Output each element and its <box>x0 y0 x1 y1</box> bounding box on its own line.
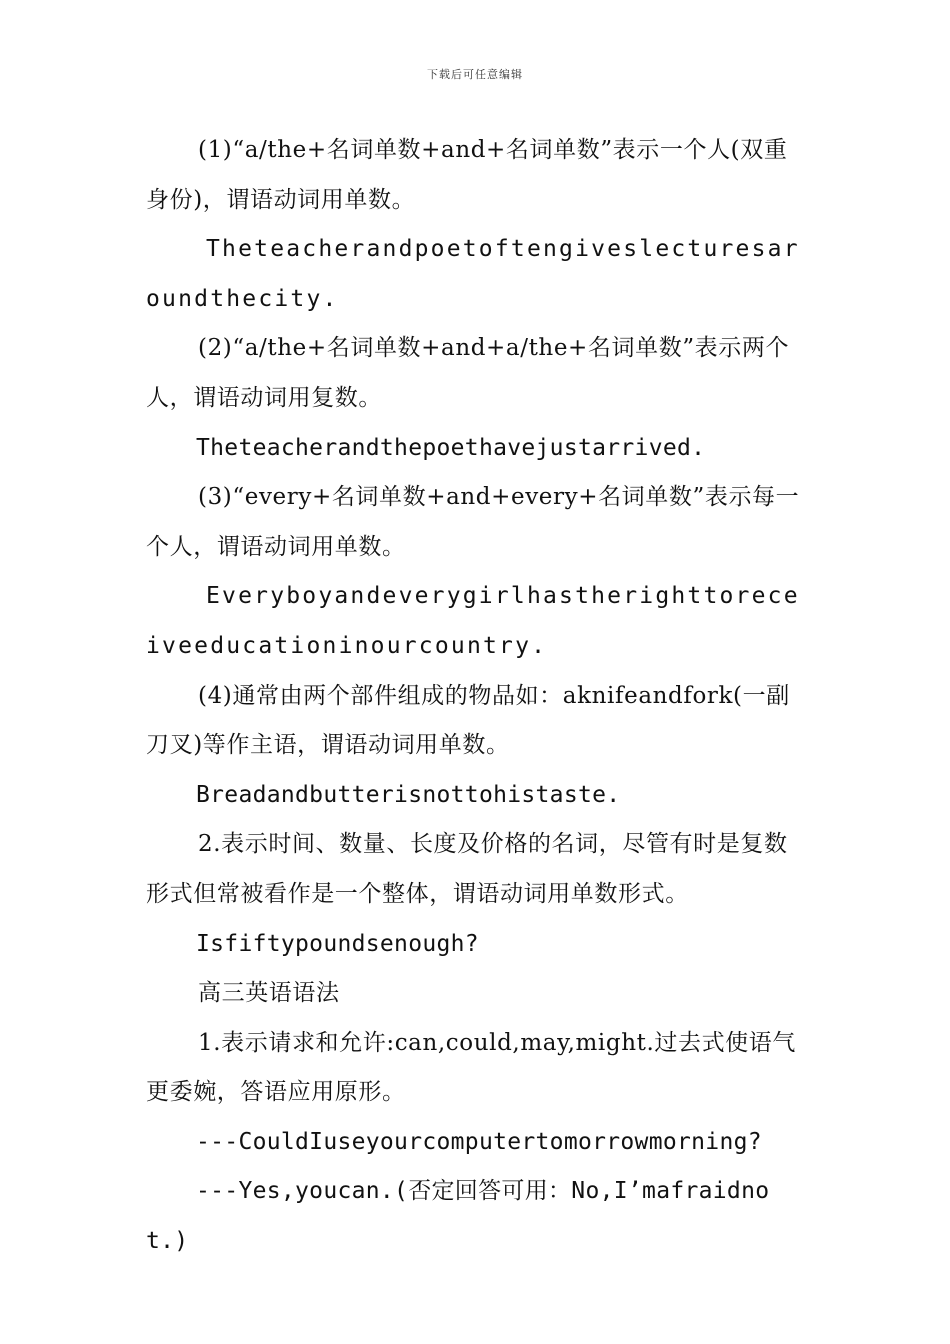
paragraph: (3)“every+名词单数+and+every+名词单数”表示每一个人，谓语动词用单数。 <box>146 484 800 560</box>
document-body <box>146 126 810 1267</box>
paragraph: (2)“a/the+名词单数+and+a/the+名词单数”表示两个人，谓语动词用复数。 <box>146 335 790 411</box>
paragraph: (4)通常由两个部件组成的物品如：aknifeandfork(一副刀叉)等作主语，谓语动词用单数。 <box>146 682 790 759</box>
paragraph: 2.表示时间、数量、长度及价格的名词，尽管有时是复数形式但常被看作是一个整体，谓语动词用单数形式。 <box>146 831 788 907</box>
dialogue-line: ---CouldIuseyourcomputertomorrowmorning? <box>196 1128 762 1155</box>
paragraph: Everyboyandeverygirlhastherighttoreceiveeducationinourcountry. <box>146 583 800 659</box>
paragraph: Breadandbutterisnottohistaste. <box>196 781 621 808</box>
dialogue-line: ---Yes,youcan.(否定回答可用：No,I’mafraidnot.) <box>146 1178 770 1255</box>
paragraph: 1.表示请求和允许:can,could,may,might.过去式使语气更委婉，答语应用原形。 <box>146 1029 796 1106</box>
paragraph: Theteacherandthepoethavejustarrived. <box>196 434 706 461</box>
paragraph: Theteacherandpoetoftengiveslecturesaroundthecity. <box>146 236 800 312</box>
page-header-note: 下载后可任意编辑 <box>427 68 523 81</box>
paragraph: Isfiftypoundsenough? <box>196 930 479 957</box>
paragraph: (1)“a/the+名词单数+and+名词单数”表示一个人(双重身份)，谓语动词用单数。 <box>146 137 788 213</box>
section-heading: 高三英语语法 <box>198 980 340 1007</box>
